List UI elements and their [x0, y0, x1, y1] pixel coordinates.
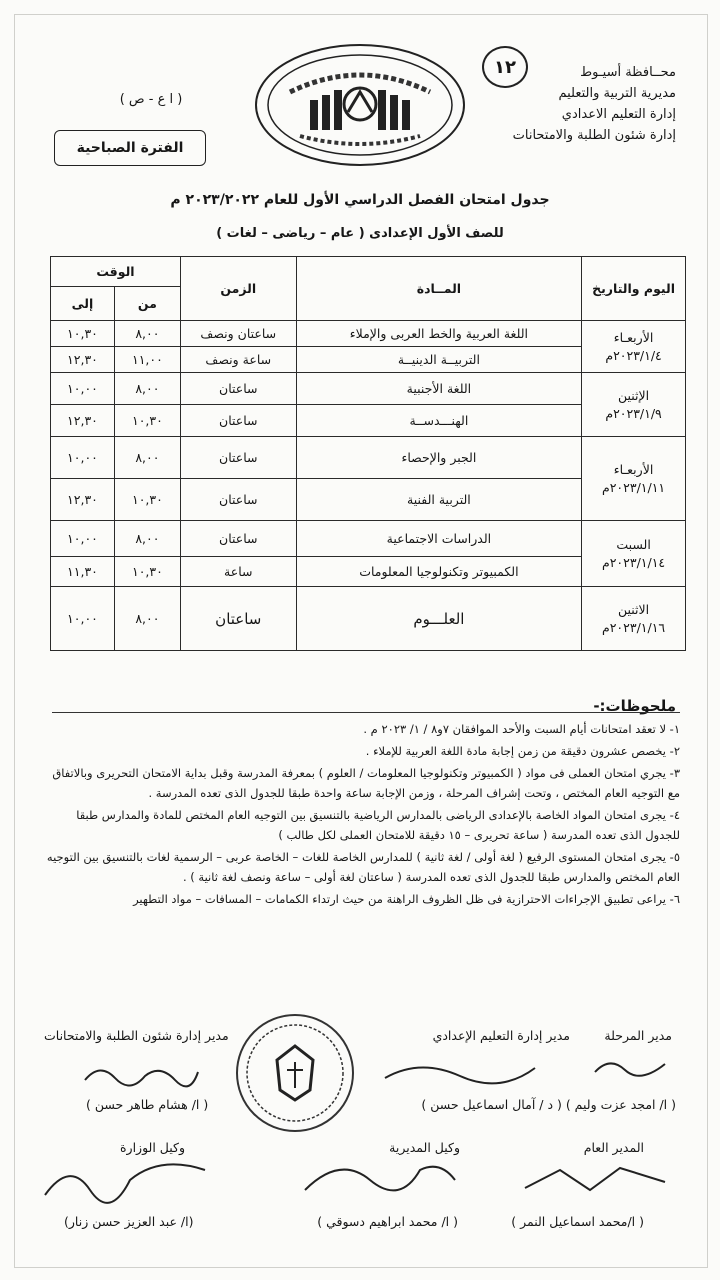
- to-cell: ١٢,٣٠: [51, 405, 115, 437]
- period-badge: الفترة الصباحية: [54, 130, 206, 166]
- from-cell: ٨,٠٠: [114, 321, 180, 347]
- from-cell: ٨,٠٠: [114, 587, 180, 651]
- to-cell: ١٠,٠٠: [51, 521, 115, 557]
- from-cell: ١٠,٣٠: [114, 479, 180, 521]
- affairs-director-title: مدير إدارة شئون الطلبة والامتحانات: [44, 1028, 229, 1043]
- prep-admin-director-title: مدير إدارة التعليم الإعدادي: [432, 1028, 570, 1043]
- schedule-subtitle: للصف الأول الإعدادى ( عام – رياضى – لغات ): [216, 226, 504, 241]
- deputy-name: ( ا/ محمد ابراهيم دسوقي ): [317, 1214, 458, 1229]
- affairs-label: إدارة شئون الطلبة والامتحانات: [512, 128, 676, 143]
- to-cell: ١٠,٣٠: [51, 321, 115, 347]
- duration-cell: ساعتان: [180, 405, 296, 437]
- from-cell: ٨,٠٠: [114, 521, 180, 557]
- from-cell: ١٠,٣٠: [114, 557, 180, 587]
- deputy-title: وكيل المديرية: [389, 1140, 460, 1155]
- duration-cell: ساعة: [180, 557, 296, 587]
- official-seal: [232, 1010, 358, 1136]
- directorate-label: مديرية التربية والتعليم: [558, 86, 676, 101]
- subject-cell: اللغة العربية والخط العربى والإملاء: [296, 321, 581, 347]
- note-item: ١- لا تعقد امتحانات أيام السبت والأحد الموافقان ٧و٨ / ١/ ٢٠٢٣ م .: [363, 722, 680, 736]
- table-row: [51, 373, 686, 405]
- to-cell: ١٢,٣٠: [51, 479, 115, 521]
- table-row: [51, 587, 686, 651]
- subject-cell: الجبر والإحصاء: [296, 437, 581, 479]
- form-code: ( ا ع - ص ): [119, 92, 183, 107]
- note-item: ٥- يجرى امتحان المستوى الرفيع ( لغة أولى / لغة ثانية ) للمدارس الخاصة للغات – الخاصة عربى – الرسمية لغات بالتنسيق بين التوجيه العام المختص والمدارس طبقا للجدول الذى تعده المدرسة ( ساعتان لغة أولى – ساعة ونصف لغة ثانية ) .: [46, 850, 680, 884]
- note-item: ٤- يجرى امتحان المواد الخاصة بالإعدادى الرياضى بالمدارس الرياضية بالتنسيق بين التوجيه العام المختص للمادة والمدارس طبقا للجدول الذى تعده المدرسة ( ساعة تحريرى – ١٥ دقيقة للامتحان العملى لكل طالب ): [76, 808, 680, 842]
- admin-label: إدارة التعليم الاعدادي: [561, 107, 676, 122]
- note-item: ٢- يخصص عشرون دقيقة من زمن إجابة مادة اللغة العربية للإملاء .: [365, 744, 680, 758]
- from-cell: ١١,٠٠: [114, 347, 180, 373]
- exam-schedule-table: [50, 256, 686, 651]
- to-cell: ١٢,٣٠: [51, 347, 115, 373]
- from-cell: ١٠,٣٠: [114, 405, 180, 437]
- ministry-logo: [250, 40, 470, 170]
- subject-cell: التربيــة الدينيــة: [296, 347, 581, 373]
- general-director-title: المدير العام: [583, 1140, 644, 1155]
- header-subject: المــادة: [296, 257, 581, 321]
- table-row: [51, 521, 686, 557]
- subject-cell: اللغة الأجنبية: [296, 373, 581, 405]
- deputy2-title: وكيل الوزارة: [120, 1140, 186, 1155]
- to-cell: ١١,٣٠: [51, 557, 115, 587]
- schedule-title: جدول امتحان الفصل الدراسي الأول للعام ٢٠٢٣/٢٠٢٢ م: [170, 192, 550, 208]
- signer-names-a: ( ا/ امجد عزت وليم ) ( د / آمال اسماعيل حسن ): [421, 1097, 676, 1112]
- deputy2-name: (ا/ عبد العزيز حسن زنار): [64, 1214, 194, 1229]
- signature-scribble: [380, 1050, 540, 1090]
- signature-scribble: [300, 1150, 460, 1200]
- subject-cell: العلـــوم: [296, 587, 581, 651]
- signature-scribble: [590, 1050, 670, 1084]
- day-cell: الإثنين ٢٠٢٣/١/٩م: [582, 373, 686, 437]
- duration-cell: ساعتان: [180, 587, 296, 651]
- duration-cell: ساعتان: [180, 437, 296, 479]
- subject-cell: التربية الفنية: [296, 479, 581, 521]
- day-cell: السبت ٢٠٢٣/١/١٤م: [582, 521, 686, 587]
- header-from: من: [114, 287, 180, 321]
- note-item: ٣- يجري امتحان العملى فى مواد ( الكمبيوتر وتكنولوجيا المعلومات / العلوم ) بمعرفة المدرسة وقبل بداية الامتحان التحريرى وبالاتفاق مع التوجيه العام المختص ، وتحت إشراف المرحلة ، وزمن الإجابة ساعة واحدة طبقا للجدول الذى تعده المدرسة .: [52, 766, 680, 800]
- signer-name-b: ( ا/ هشام طاهر حسن ): [86, 1097, 209, 1112]
- day-cell: الاثنين ٢٠٢٣/١/١٦م: [582, 587, 686, 651]
- day-cell: الأربعـاء ٢٠٢٣/١/٤م: [582, 321, 686, 373]
- to-cell: ١٠,٠٠: [51, 437, 115, 479]
- duration-cell: ساعتان ونصف: [180, 321, 296, 347]
- notes-divider: [52, 712, 680, 713]
- signature-scribble: [40, 1150, 210, 1210]
- notes-title: ملحوظات:-: [593, 697, 676, 715]
- table-row: [51, 437, 686, 479]
- header-authority: [446, 62, 676, 146]
- stage-director-title: مدير المرحلة: [604, 1028, 672, 1043]
- subject-cell: الدراسات الاجتماعية: [296, 521, 581, 557]
- page-number-circle: ١٢: [482, 46, 528, 88]
- signature-scribble: [520, 1160, 670, 1200]
- from-cell: ٨,٠٠: [114, 373, 180, 405]
- duration-cell: ساعتان: [180, 479, 296, 521]
- duration-cell: ساعة ونصف: [180, 347, 296, 373]
- governorate-label: محــافظة أسيـوط: [580, 65, 676, 80]
- to-cell: ١٠,٠٠: [51, 373, 115, 405]
- header-duration: الزمن: [180, 257, 296, 321]
- subject-cell: الهنـــدســة: [296, 405, 581, 437]
- signature-scribble: [80, 1060, 200, 1094]
- from-cell: ٨,٠٠: [114, 437, 180, 479]
- table-row: [51, 321, 686, 347]
- header-to: إلى: [51, 287, 115, 321]
- header-day: اليوم والتاريخ: [582, 257, 686, 321]
- subject-cell: الكمبيوتر وتكنولوجيا المعلومات: [296, 557, 581, 587]
- note-item: ٦- يراعى تطبيق الإجراءات الاحترازية فى ظل الظروف الراهنة من حيث ارتداء الكمامات – المسافات – مواد التطهير: [133, 892, 680, 906]
- to-cell: ١٠,٠٠: [51, 587, 115, 651]
- duration-cell: ساعتان: [180, 521, 296, 557]
- day-cell: الأربعـاء ٢٠٢٣/١/١١م: [582, 437, 686, 521]
- general-director-name: ( ا/محمد اسماعيل النمر ): [511, 1214, 644, 1229]
- duration-cell: ساعتان: [180, 373, 296, 405]
- notes-list: [44, 719, 680, 911]
- header-time: الوقت: [51, 257, 181, 287]
